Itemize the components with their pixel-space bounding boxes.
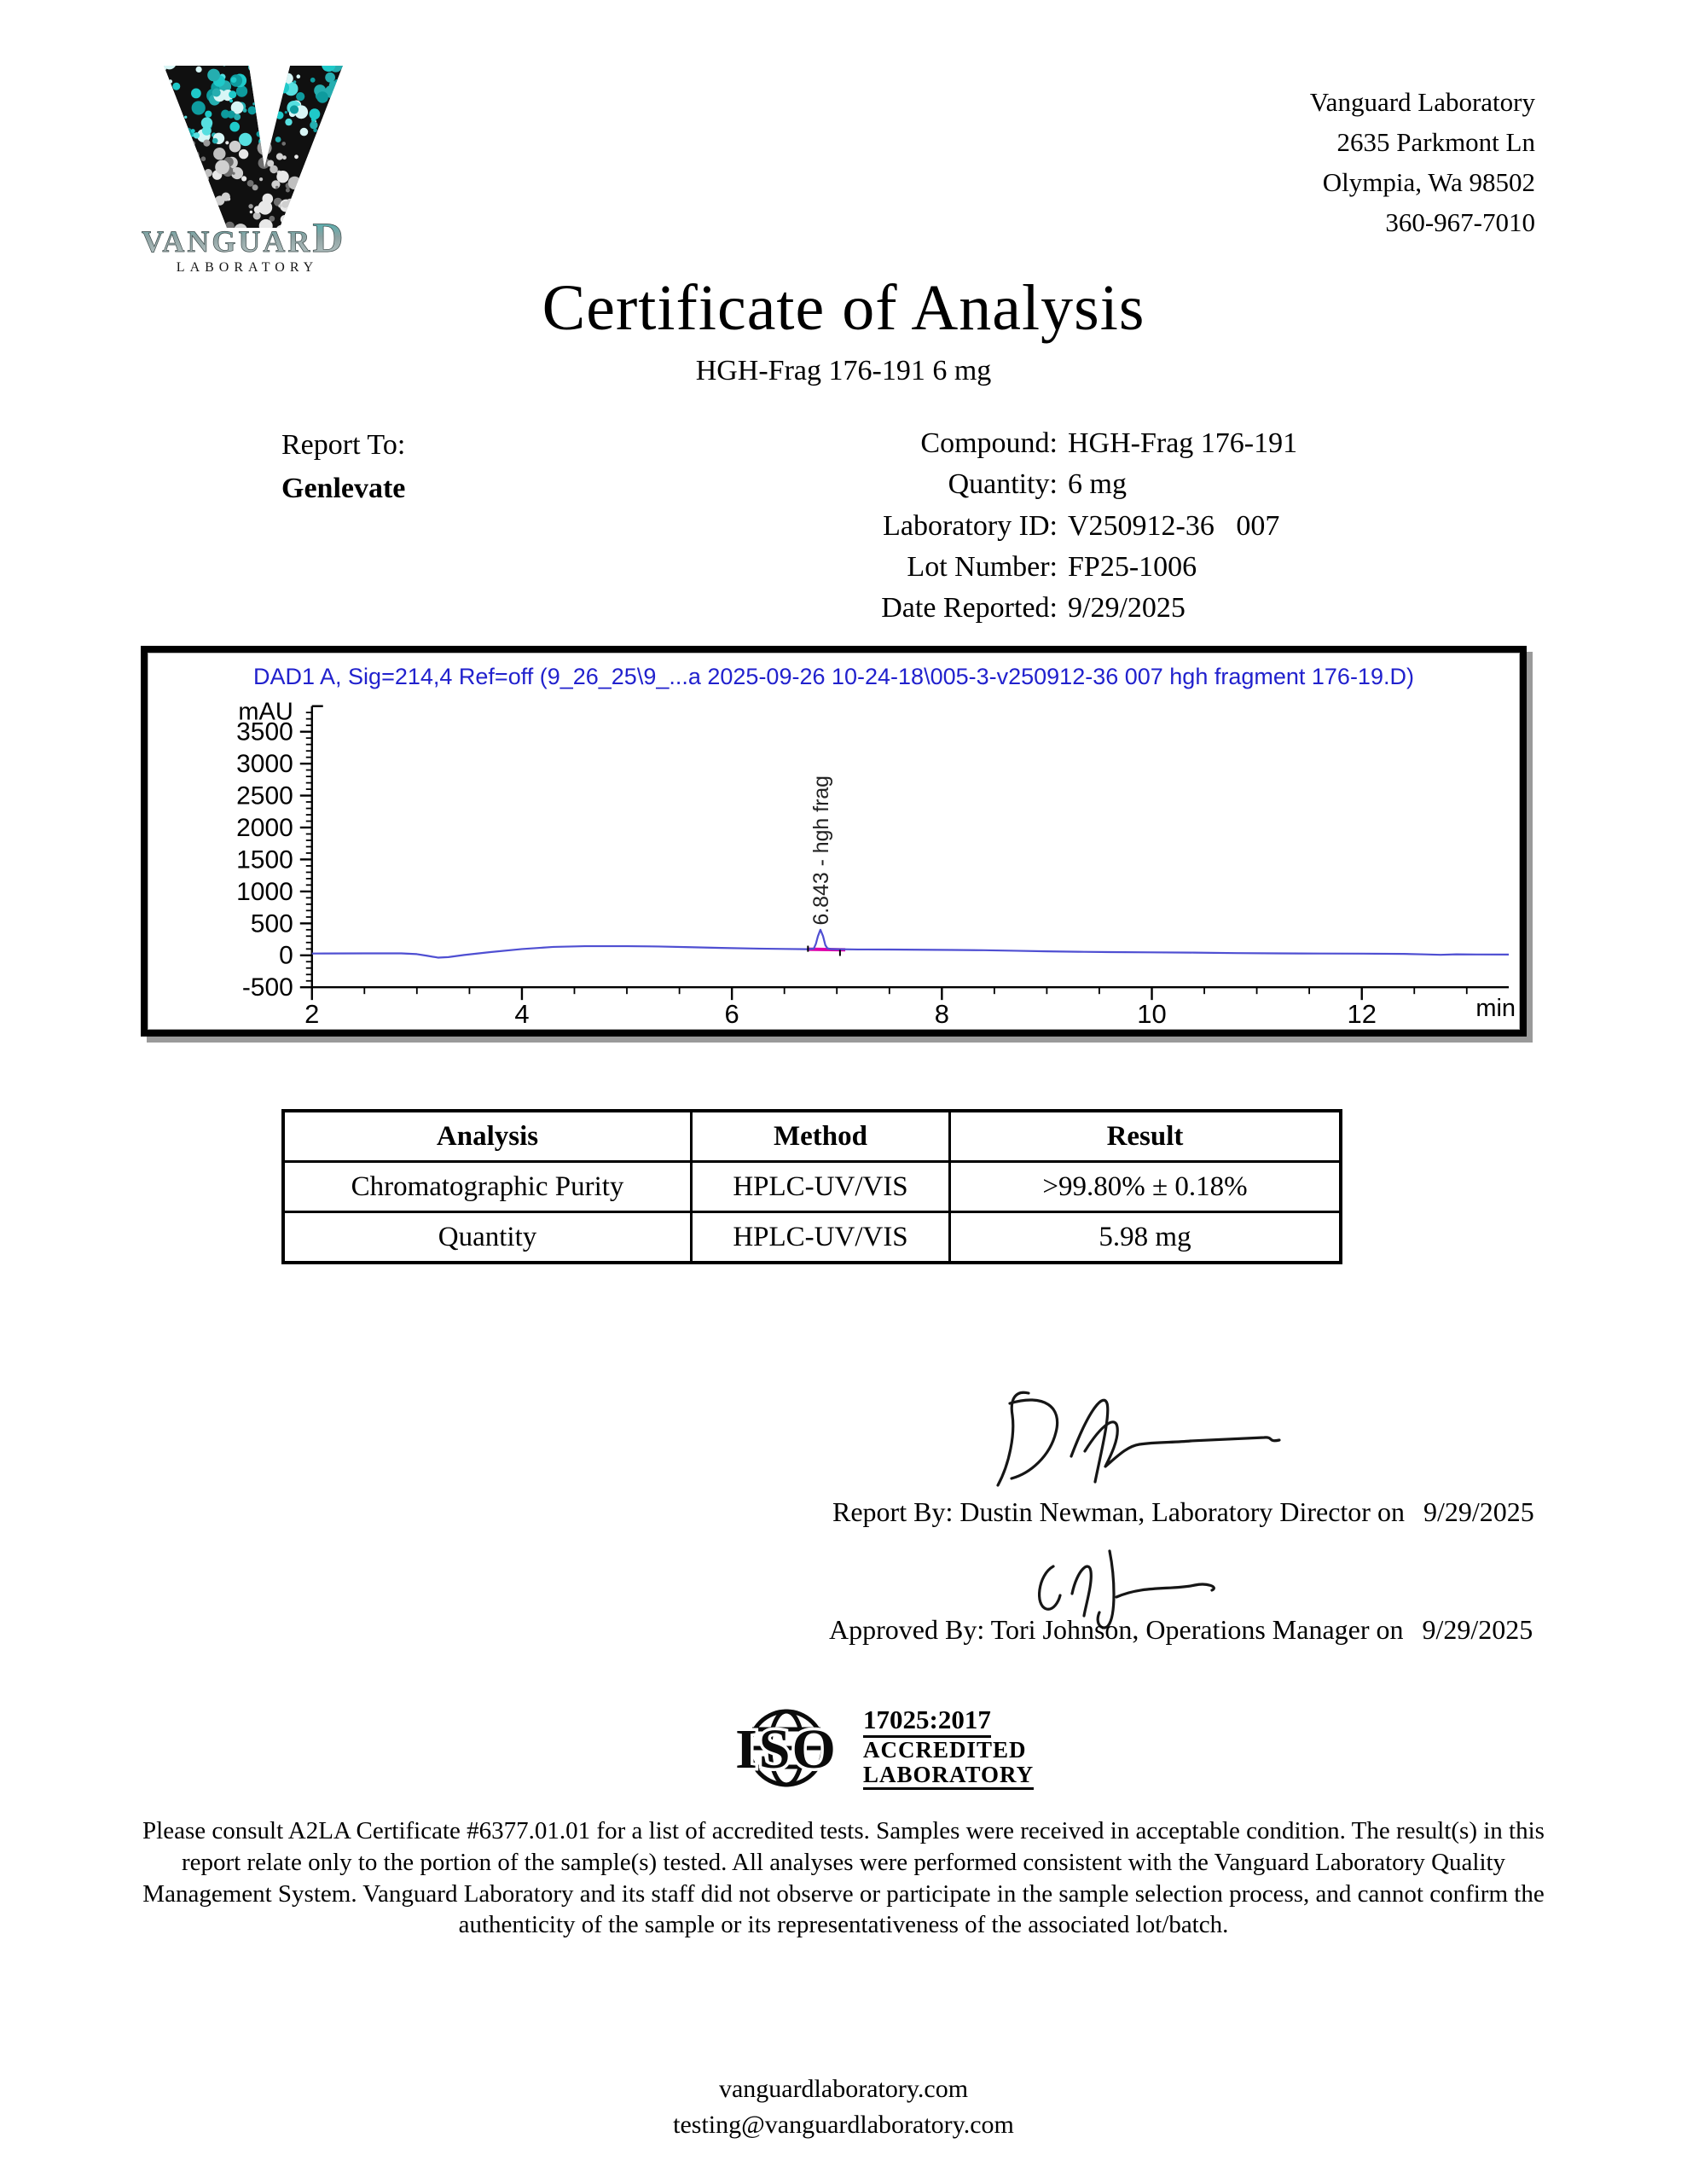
detail-value: FP25-1006 — [1068, 550, 1197, 583]
chromatogram-image — [148, 653, 1520, 1030]
svg-text:6: 6 — [724, 999, 739, 1029]
svg-text:mAU: mAU — [238, 698, 293, 726]
svg-text:4: 4 — [514, 999, 530, 1029]
svg-text:2500: 2500 — [236, 781, 293, 810]
iso-letters: ISO — [735, 1718, 838, 1780]
cell-result: 5.98 mg — [950, 1212, 1342, 1263]
client-name: Genlevate — [281, 473, 406, 504]
svg-text:min: min — [1475, 995, 1516, 1023]
iso-accreditation-badge — [715, 1706, 1034, 1790]
results-table — [281, 1109, 1342, 1264]
disclaimer-paragraph: Please consult A2LA Certificate #6377.01.01 for a list of accredited tests. Samples were received in acceptable condition. The result(s) in this report relate only to the portion of the sample(s) tested. All analyses were performed consistent with the Vanguard Laboratory Quality Management System. Vanguard Laboratory and its staff did not observe or participate in the sample selection process, and cannot confirm the authenticity of the sample or its representativeness of the associated lot/batch. — [142, 1817, 1545, 1939]
detail-value: 9/29/2025 — [1068, 592, 1186, 624]
lab-address-block — [1310, 82, 1535, 242]
svg-text:3000: 3000 — [236, 750, 293, 779]
cell-method: HPLC-UV/VIS — [692, 1162, 950, 1212]
logo-v-mosaic — [156, 54, 350, 238]
lab-city: Olympia, Wa 98502 — [1322, 167, 1535, 198]
logo-wordmark: VANGUARD — [142, 213, 346, 261]
sample-details — [631, 423, 1297, 629]
lab-phone: 360-967-7010 — [1385, 207, 1535, 238]
email-text: testing@vanguardlaboratory.com — [673, 2111, 1014, 2139]
svg-text:500: 500 — [250, 909, 293, 938]
report-to-label: Report To: — [281, 429, 406, 461]
website-text: vanguardlaboratory.com — [718, 2075, 969, 2103]
approved-by-line — [829, 1614, 1533, 1646]
cell-analysis: Chromatographic Purity — [283, 1162, 692, 1212]
col-method: Method — [692, 1111, 950, 1162]
col-result: Result — [950, 1111, 1342, 1162]
lab-name: Vanguard Laboratory — [1309, 87, 1535, 117]
svg-text:1500: 1500 — [236, 845, 293, 874]
detail-label: Laboratory ID: — [883, 509, 1058, 542]
cell-method: HPLC-UV/VIS — [692, 1212, 950, 1263]
svg-text:-500: -500 — [241, 973, 293, 1002]
report-by-line — [832, 1496, 1534, 1528]
detail-value: HGH-Frag 176-191 — [1068, 427, 1298, 459]
svg-text:2: 2 — [304, 999, 320, 1029]
contact-footer — [0, 2071, 1687, 2143]
svg-text:0: 0 — [279, 941, 293, 970]
detail-label: Lot Number: — [907, 550, 1058, 583]
iso-standard-label: 17025:2017 — [863, 1706, 991, 1738]
page-subtitle: HGH-Frag 176-191 6 mg — [695, 355, 992, 386]
vanguard-logo — [119, 47, 375, 279]
detail-label: Date Reported: — [881, 592, 1058, 624]
svg-text:1000: 1000 — [236, 877, 293, 906]
svg-text:6.843 - hgh frag: 6.843 - hgh frag — [809, 775, 833, 926]
detail-label: Compound: — [920, 427, 1058, 459]
detail-value: 6 mg — [1068, 468, 1127, 501]
cell-analysis: Quantity — [283, 1212, 692, 1263]
detail-value: V250912-36 007 — [1068, 509, 1280, 542]
page-title: Certificate of Analysis — [542, 272, 1145, 344]
lab-street: 2635 Parkmont Ln — [1336, 127, 1535, 158]
svg-text:12: 12 — [1347, 999, 1377, 1029]
report-by-text: Report By: Dustin Newman, Laboratory Director on — [832, 1496, 1405, 1527]
iso-globe-icon — [715, 1706, 858, 1790]
table-header-row — [283, 1111, 1341, 1162]
director-signature — [989, 1378, 1296, 1497]
detail-label: Quantity: — [948, 468, 1058, 501]
chromatogram-plot — [148, 653, 1519, 1029]
svg-text:10: 10 — [1137, 999, 1167, 1029]
iso-text-column — [863, 1706, 1034, 1789]
logo-sub-label: LABORATORY — [176, 260, 319, 275]
svg-text:8: 8 — [934, 999, 949, 1029]
approved-date: 9/29/2025 — [1422, 1614, 1533, 1645]
report-date: 9/29/2025 — [1423, 1496, 1534, 1527]
svg-text:3500: 3500 — [236, 717, 293, 746]
iso-laboratory-label: LABORATORY — [863, 1763, 1034, 1790]
col-analysis: Analysis — [283, 1111, 692, 1162]
table-row — [283, 1212, 1341, 1263]
iso-accredited-label: ACCREDITED — [863, 1737, 1027, 1763]
chromatogram-frame — [141, 646, 1527, 1037]
cell-result: >99.80% ± 0.18% — [950, 1162, 1342, 1212]
approved-by-text: Approved By: Tori Johnson, Operations Manager on — [829, 1614, 1404, 1645]
chromatogram-header: DAD1 A, Sig=214,4 Ref=off (9_26_25\9_...a 2025-09-26 10-24-18\005-3-v250912-36 007 hgh fragment 176-19.D) — [253, 664, 1414, 689]
table-row — [283, 1162, 1341, 1212]
svg-text:2000: 2000 — [236, 813, 293, 842]
report-to-block — [281, 423, 405, 510]
